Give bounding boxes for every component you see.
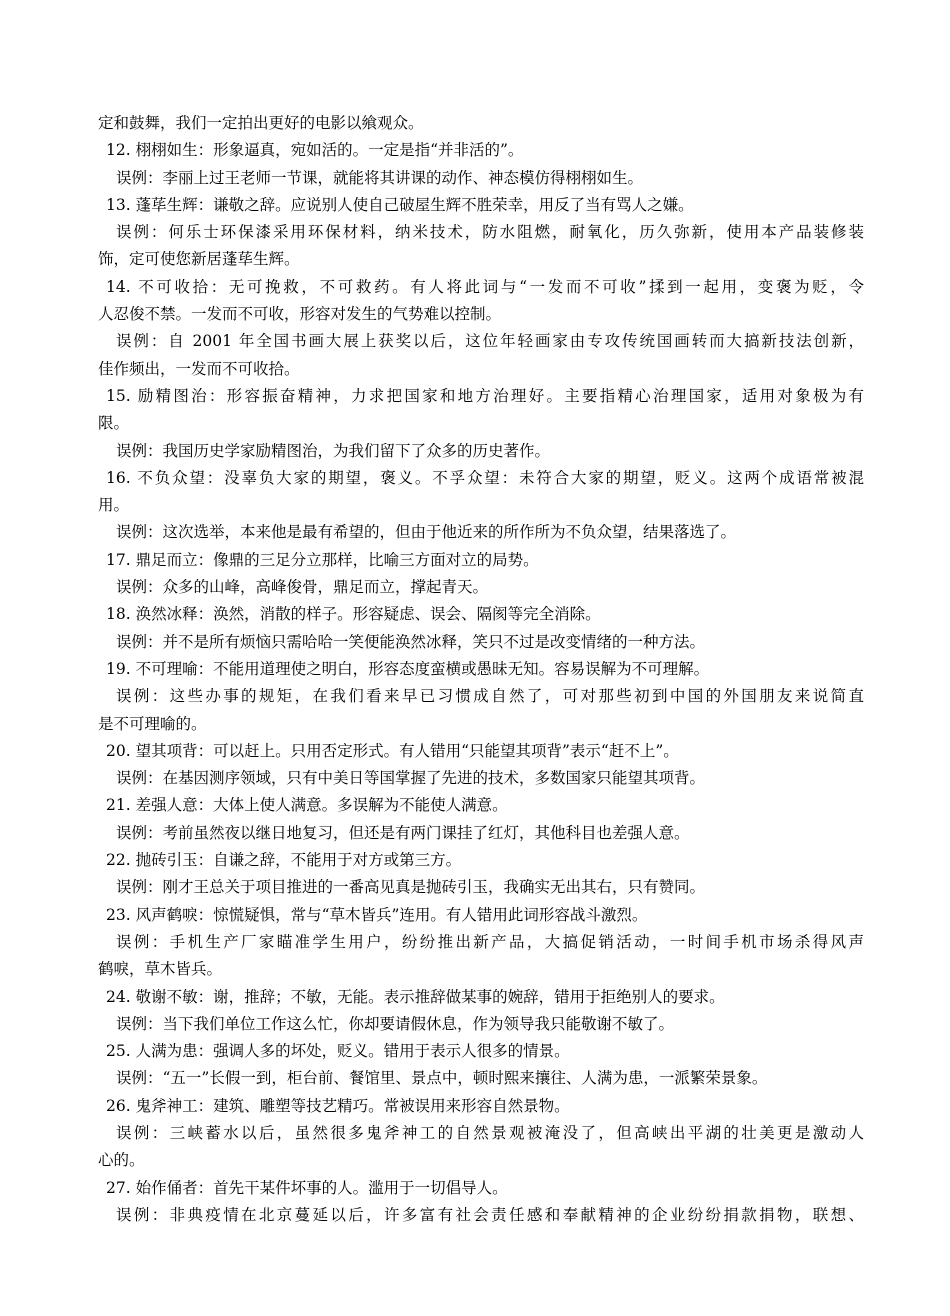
continuation-line: 定和鼓舞，我们一定拍出更好的电影以飨观众。 <box>98 114 424 132</box>
continuation-line: 用。 <box>98 496 130 515</box>
idiom-entry-line: 15. 励精图治：形容振奋精神，力求把国家和地方治理好。主要指精心治理国家，适用对象极为有 <box>106 386 864 405</box>
continuation-line: 人忍俊不禁。一发而不可收，形容对发生的气势难以控制。 <box>98 305 502 324</box>
idiom-entry-line: 24. 敬谢不敏：谢，推辞；不敏，无能。表示推辞做某事的婉辞，错用于拒绝别人的要求。 <box>106 987 725 1006</box>
document-body <box>98 110 864 1229</box>
continuation-line: 佳作频出，一发而不可收拾。 <box>98 359 300 378</box>
idiom-entry-line: 13. 蓬荜生辉：谦敬之辞。应说别人使自己破屋生辉不胜荣幸，用反了当有骂人之嫌。 <box>106 195 694 214</box>
example-line: 误例：自 2001 年全国书画大展上获奖以后，这位年轻画家由专攻传统国画转而大搞新技法创新， <box>116 332 864 351</box>
example-line: 误例：手机生产厂家瞄准学生用户，纷纷推出新产品，大搞促销活动，一时间手机市场杀得风声 <box>116 932 864 951</box>
example-line: 误例：众多的山峰，高峰俊骨，鼎足而立，撑起青天。 <box>116 578 489 597</box>
example-line: 误例：我国历史学家励精图治，为我们留下了众多的历史著作。 <box>116 441 551 460</box>
example-line: 误例：考前虽然夜以继日地复习，但还是有两门课挂了红灯，其他科目也差强人意。 <box>116 823 690 842</box>
continuation-line: 限。 <box>98 414 130 433</box>
example-line: 误例：这次选举，本来他是最有希望的，但由于他近来的所作所为不负众望，结果落选了。 <box>116 523 737 542</box>
continuation-line: 饰，定可使您新居蓬荜生辉。 <box>98 250 300 269</box>
idiom-entry-line: 22. 抛砖引玉：自谦之辞，不能用于对方或第三方。 <box>106 851 462 870</box>
continuation-line: 鹤唳，草木皆兵。 <box>98 960 223 979</box>
idiom-entry-line: 17. 鼎足而立：像鼎的三足分立那样，比喻三方面对立的局势。 <box>106 550 539 569</box>
idiom-entry-line: 27. 始作俑者：首先干某件坏事的人。滥用于一切倡导人。 <box>106 1178 508 1197</box>
idiom-entry-line: 12. 栩栩如生：形象逼真，宛如活的。一定是指“并非活的”。 <box>106 141 524 160</box>
idiom-entry-line: 25. 人满为患：强调人多的坏处，贬义。错用于表示人很多的情景。 <box>106 1042 570 1061</box>
example-line: 误例：刚才王总关于项目推进的一番高见真是抛砖引玉，我确实无出其右，只有赞同。 <box>116 878 706 897</box>
example-line: 误例：非典疫情在北京蔓延以后，许多富有社会责任感和奉献精神的企业纷纷捐款捐物，联想、 <box>116 1205 864 1224</box>
example-line: 误例：“五一”长假一到，柜台前、餐馆里、景点中，顿时熙来攘往、人满为患，一派繁荣景象。 <box>116 1069 768 1088</box>
example-line: 误例：在基因测序领域，只有中美日等国掌握了先进的技术，多数国家只能望其项背。 <box>116 769 706 788</box>
example-line: 误例：这些办事的规矩，在我们看来早已习惯成自然了，可对那些初到中国的外国朋友来说简直 <box>116 687 864 706</box>
continuation-line: 是不可理喻的。 <box>98 714 207 733</box>
example-line: 误例：何乐士环保漆采用环保材料，纳米技术，防水阻燃，耐氧化，历久弥新，使用本产品装修装 <box>116 223 864 242</box>
idiom-entry-line: 19. 不可理喻：不能用道理使之明白，形容态度蛮横或愚昧无知。容易误解为不可理解。 <box>106 659 710 678</box>
continuation-line: 心的。 <box>98 1151 145 1170</box>
example-line: 误例：并不是所有烦恼只需哈哈一笑便能涣然冰释，笑只不过是改变情绪的一种方法。 <box>116 632 706 651</box>
idiom-entry-line: 26. 鬼斧神工：建筑、雕塑等技艺精巧。常被误用来形容自然景物。 <box>106 1096 570 1115</box>
idiom-entry-line: 20. 望其项背：可以赶上。只用否定形式。有人错用“只能望其项背”表示“赶不上”。 <box>106 741 679 760</box>
idiom-entry-line: 21. 差强人意：大体上使人满意。多误解为不能使人满意。 <box>106 796 508 815</box>
idiom-entry-line: 18. 涣然冰释：涣然，消散的样子。形容疑虑、误会、隔阂等完全消除。 <box>106 605 601 624</box>
idiom-entry-line: 14. 不可收拾：无可挽救，不可救药。有人将此词与“一发而不可收”揉到一起用，变褒为贬，令 <box>106 277 864 296</box>
example-line: 误例：李丽上过王老师一节课，就能将其讲课的动作、神态模仿得栩栩如生。 <box>116 168 644 187</box>
idiom-entry-line: 23. 风声鹤唳：惊慌疑惧，常与“草木皆兵”连用。有人错用此词形容战斗激烈。 <box>106 905 648 924</box>
example-line: 误例：当下我们单位工作这么忙，你却要请假休息，作为领导我只能敬谢不敏了。 <box>116 1014 675 1033</box>
idiom-entry-line: 16. 不负众望：没辜负大家的期望，褒义。不孚众望：未符合大家的期望，贬义。这两个成语常被混 <box>106 468 864 487</box>
example-line: 误例：三峡蓄水以后，虽然很多鬼斧神工的自然景观被淹没了，但高峡出平湖的壮美更是激动人 <box>116 1123 864 1142</box>
